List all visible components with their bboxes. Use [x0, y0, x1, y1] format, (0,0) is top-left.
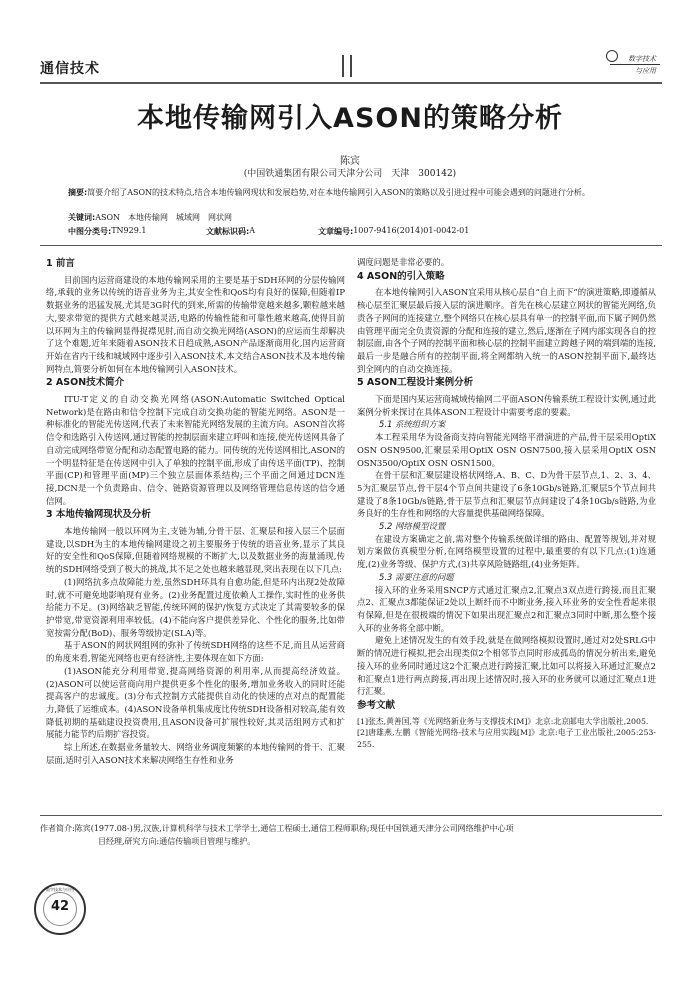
badge-ring-text: 数字技术与应用 — [46, 887, 74, 892]
paper-title: 本地传输网引入ASON的策略分析 — [137, 103, 563, 134]
paragraph: ITU-T定义的自动交换光网络(ASON:Automatic Switched Optical Network)是在路由和信令控制下完成自动交换功能的智能光网络。ASON是一种标准化的智能光传送网,代表了未来智能光网络发展的主流方向。ASON首次将信令和选路引入传送网,通过智能的控制层面来建立呼叫和连接,使光传送网具备了自动完成网络带宽分配和动态配置电路的能力。同传统的光传送网相比,ASON的一个明显特征是在传送网中引入了单独的控制平面,形成了由传送平面(TP)、控制平面(CP)和管理平面(MP)三个独立层面体系结构;三个平面之间通过DCN连接,DCN是一个负责路由、信令、链路资源管理以及网络管理信息传送的信令通信网。 — [46, 394, 345, 506]
paragraph: 接入环的业务采用SNCP方式通过汇聚点2,汇聚点3双点进行跨接,而且汇聚点2、汇聚点3都能保证2处以上断纤而不中断业务,接入环业务的安全性看起来很有保障,但是在很极端的情况下如果出现汇聚点2和汇聚点3同时中断,那么整个接入环的业务将全部中断。 — [357, 584, 656, 633]
logo-line2: 与应用 — [635, 67, 656, 75]
keywords-label: 关键词: — [68, 213, 96, 222]
paragraph: 本工程采用华为设备商支持向智能光网络平滑演进的产品,骨干层采用OptiX OSN OSN9500,汇聚层采用OptiX OSN OSN7500,接入层采用OptiX OSN OSN3500/OptiX OSN OSN1500。 — [357, 432, 656, 468]
paragraph: (1)网络抗多点故障能力差,虽然SDH环具有自愈功能,但是环内出现2处故障时,就不可避免地影响现有业务。(2)业务配置过度依赖人工操作,实时性的业务供给能力不足。(3)网络缺乏智能,传统环网的保护/恢复方式决定了其需要较多的保护带宽,带宽资源利用率较低。(4)不能向客户提供差异化、个性化的服务,比如带宽按需分配(BoD)、服务等级协定(SLA)等。 — [46, 576, 345, 638]
clc-value: TN929.1 — [111, 226, 147, 235]
paragraph: 目前国内运营商建设的本地传输网采用的主要是基于SDH环网的分层传输网络,承载的业务以传统的语音业务为主,其安全性和QoS均有良好的保障,但随着IP数据业务的迅猛发展,尤其是3G时代的到来,所需的传输带宽越来越多,颗粒越来越大,要求带宽的提供方式越来越灵活,电路的传输性能和可靠性越来越高,使得目前以环网为主的传输网显得捉襟见肘,而自动交换光网络(ASON)的应运而生却解决了这个难题,近年来随着ASON技术日趋成熟,ASON产品逐渐商用化,国内运营商开始在省内干线和城域网中逐步引入ASON技术,本文结合ASON技术及本地传输网特点,简要分析如何在本地传输网引入ASON技术。 — [46, 274, 345, 374]
section-name: 通信技术 — [40, 61, 100, 77]
left-column — [46, 256, 345, 766]
paragraph: 综上所述,在数据业务量较大、网络业务调度频繁的本地传输网的骨干、汇聚层面,适时引入ASON技术来解决网络生存性和业务 — [46, 742, 345, 765]
footnote-line2: 目经理,研究方向:通信传输项目管理与维护。 — [98, 837, 256, 846]
footnote-rule — [40, 815, 662, 816]
clc-label: 中图分类号: — [68, 227, 112, 236]
page-number-badge — [34, 883, 86, 935]
footnote-line1: 作者简介:陈宾(1977.08-)男,汉族,计算机科学与技术工学学士,通信工程硕士,通信工程师职称;现任中国铁通天津分公司网络维护中心项 — [40, 824, 514, 833]
section-heading: 4 ASON的引入策略 — [357, 270, 445, 282]
abstract-label: 摘要: — [68, 188, 88, 197]
article-metadata — [68, 226, 658, 238]
section-heading: 5 ASON工程设计案例分析 — [357, 377, 474, 389]
paragraph: (1)ASON能充分利用带宽,提高网络资源的利用率,从而提高经济效益。(2)ASON可以使运营商向用户提供更多个性化的服务,增加业务收入的同时还能提高客户的忠诚度。(3)分布式控制方式能提供自动化的快速的点对点的配置能力,降低了运维成本。(4)ASON设备单机集成度比传统SDH设备相对较高,能有效降低初期的基础建设投资费用,且ASON设备可扩展性较好,其灵活组网方式和扩展能力能节约后期扩容投资。 — [46, 665, 345, 740]
header-decoration — [342, 55, 356, 77]
subsection-heading: 5.2 网络模型设置 — [379, 521, 446, 532]
subsection-heading: 5.1 系统组织方案 — [379, 419, 446, 430]
section-heading: 1 前言 — [46, 258, 75, 269]
author-name: 陈宾 — [340, 156, 360, 167]
author-footnote — [40, 822, 660, 848]
section-heading: 参考文献 — [357, 699, 396, 711]
paragraph: 下面是国内某运营商城域传输网二平面ASON传输系统工程设计实例,通过此案例分析来探讨在具体ASON工程设计中需要考虑的要素。 — [357, 394, 656, 417]
paragraph: 避免上述情况发生的有效手段,就是在做网络模拟设置时,通过对2处SRLG中断的情况进行模拟,把会出现类似2个相邻节点同时形成孤岛的情况分析出来,避免接入环的业务同时通过这2个汇聚点进行跨接汇聚,比如可以将接入环通过汇聚点2和汇聚点1进行两点跨接,再出现上述情况时,接入环的业务就可以通过汇聚点1进行汇聚。 — [357, 635, 656, 697]
paragraph: 在骨干层和汇聚层建设格状网络,A、B、C、D为骨干层节点,1、2、3、4、5为汇聚层节点,骨干层4个节点间共建设了6条10Gb/s链路,汇聚层5个节点间共建设了8条10Gb/s链路,骨干层节点和汇聚层节点间建设了4条10Gb/s链路,为业务良好的生存性和网络的大容量提供基础网络保障。 — [357, 470, 656, 519]
article-no-label: 文章编号: — [318, 227, 354, 236]
right-column — [357, 256, 656, 750]
logo-mark-icon — [606, 50, 618, 62]
doccode-label: 文献标识码: — [206, 227, 250, 236]
abstract-separator — [40, 245, 662, 246]
paragraph: 在本地传输网引入ASON宜采用从核心层自“自上而下”的演进策略,即遵循从核心层至汇聚层最后接入层的演进顺序。首先在核心层建立网状的智能光网络,负责各子网间的连接建立,整个网络只在核心层具有单一的控制平面,而下属子网仍然由管理平面完全负责资源的分配和连接的建立,然后,逐渐在子网内部实现各自的控制层面,由各个子网的控制平面和核心层的控制平面建立跨越子网的端到端的连接,最后一步是融合所有的控制平面,将全网都纳入统一的ASON控制平面下,最终达到全网内的自动交换连接。 — [357, 287, 656, 374]
logo-line1: 数字技术 — [628, 55, 656, 63]
section-heading: 3 本地传输网现状及分析 — [46, 509, 151, 521]
affiliation: (中国铁通集团有限公司天津分公司 天津 300142) — [243, 169, 457, 179]
keywords — [68, 212, 232, 223]
paragraph: 调度问题是非常必要的。 — [357, 257, 450, 267]
paragraph: 基于ASON的网状网组网的弥补了传统SDH网络的这些不足,而且从运营商的角度来看,智能光网络也更有经济性,主要体现在如下方面: — [46, 640, 345, 664]
article-no-value: 1007-9416(2014)01-0042-01 — [353, 226, 470, 235]
page-number: 42 — [50, 899, 70, 914]
header-rule — [40, 82, 662, 84]
keywords-text: ASON 本地传输网 城域网 网状网 — [95, 213, 233, 222]
doccode-value: A — [249, 226, 255, 235]
journal-logo — [602, 48, 662, 80]
section-heading: 2 ASON技术简介 — [46, 377, 125, 389]
subsection-heading: 5.3 需要注意的问题 — [379, 571, 454, 582]
reference-item: [2]唐雄燕,左鹏《智能光网络-技术与应用实践[M]》北京:电子工业出版社,2005:253-255. — [357, 728, 656, 749]
running-header — [40, 52, 662, 86]
paragraph: 本地传输网一般以环网为主,支链为辅,分骨干层、汇聚层和接入层三个层面建设,以SDH为主的本地传输网建设之初主要服务于传统的语音业务,显示了其良好的安全性和QoS保障,但随着网络规模的不断扩大,以及数据业务的海量涌现,传统的SDH网络受到了极大的挑战,其不足之处也越来越显现,突出表现在以下几点: — [46, 526, 345, 575]
abstract-text: 简要介绍了ASON的技术特点,结合本地传输网现状和发展趋势,对在本地传输网引入ASON的策略以及引进过程中可能会遇到的问题进行分析。 — [87, 188, 590, 197]
abstract — [46, 187, 658, 199]
reference-item: [1]张杰,黄善国,等《光网络新业务与支撑技术[M]》北京:北京邮电大学出版社,2005. — [357, 716, 649, 726]
paragraph: 在建设方案确定之前,需对整个传输系统做详细的路由、配置等规划,并对规划方案做仿真模型分析,在网络模型设置的过程中,最重要的有以下几点:(1)连通度,(2)业务等级、保护方式,(3)共享风险链路组,(4)业务矩阵。 — [357, 533, 656, 570]
